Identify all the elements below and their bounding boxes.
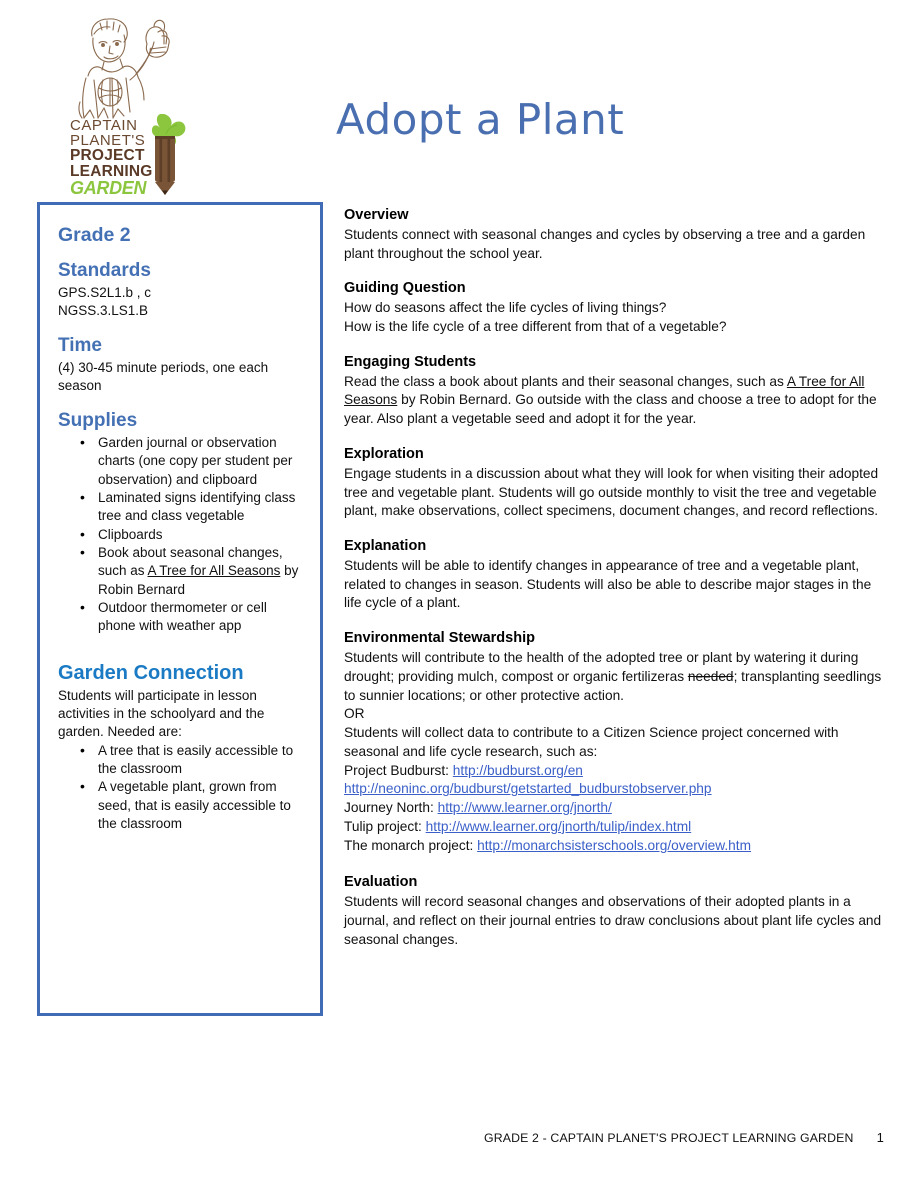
engaging-students-heading: Engaging Students (344, 353, 477, 370)
engaging-part-2: by Robin Bernard. Go outside with the class and choose a tree to adopt for the year. Also plant a vegetable seed and adopt it for the year. (344, 392, 877, 427)
page-number: 1 (876, 1130, 884, 1145)
guiding-question-section (344, 279, 886, 336)
evaluation-body: Students will record seasonal changes and observations of their adopted plants in a journal, and reflect on their journal entries to draw conclusions about plant life cycles and seasonal changes. (344, 894, 882, 947)
time-section (58, 335, 304, 395)
list-item: • A vegetable plant, grown from seed, that is easily accessible to the classroom (80, 778, 304, 833)
supplies-book-prefix: Book about seasonal changes, such as (98, 544, 283, 579)
exploration-body: Engage students in a discussion about what they will look for when visiting their adopted tree and vegetable plant. Students will go outside monthly to visit the tree and vegetable plant, make observations, collect specimens, document changes, and record reflections. (344, 465, 879, 519)
standards-line-1: GPS.S2L1.b , c (58, 285, 152, 301)
supplies-list (58, 434, 304, 636)
standards-section (58, 260, 304, 320)
environmental-stewardship-section (344, 629, 886, 855)
supplies-book-suffix: by Robin Bernard (98, 563, 299, 597)
wordmark-line-2: PLANET'S (70, 132, 146, 149)
stewardship-body (344, 649, 886, 705)
page-title: Adopt a Plant (336, 95, 625, 144)
evaluation-section (344, 873, 886, 949)
wordmark-line-4: LEARNING (70, 162, 153, 180)
link-tulip-project[interactable]: http://www.learner.org/jnorth/tulip/index.html (425, 818, 692, 834)
explanation-body: Students will be able to identify changes in appearance of tree and a vegetable plant, related to changes in season. Students will also be able to describe major stages in the life cycle of a plant. (344, 557, 872, 611)
link-line-neoninc (344, 780, 886, 799)
overview-heading: Overview (344, 207, 409, 223)
link-label-monarch: The monarch project: (344, 837, 478, 853)
sidebar-info-box (37, 202, 323, 1016)
list-item (80, 544, 304, 599)
garden-connection-intro: Students will participate in lesson activities in the schoolyard and the garden. Needed are: (58, 687, 265, 739)
list-item: • Clipboards (80, 526, 304, 544)
link-label-tulip: Tulip project: (344, 818, 426, 834)
logo-wordmark (70, 117, 153, 198)
overview-section (344, 206, 886, 263)
page-footer (484, 1130, 884, 1145)
environmental-stewardship-heading: Environmental Stewardship (344, 630, 535, 647)
footer-text: GRADE 2 - CAPTAIN PLANET'S PROJECT LEARNING GARDEN (484, 1131, 854, 1145)
explanation-section (344, 537, 886, 613)
engaging-part-1: Read the class a book about plants and their seasonal changes, such as (344, 373, 787, 389)
guiding-question-line-1: How do seasons affect the life cycles of living things? (344, 300, 667, 316)
captain-planet-hero-icon (68, 14, 178, 122)
time-text: (4) 30-45 minute periods, one each season (58, 360, 269, 393)
exploration-heading: Exploration (344, 445, 424, 462)
garden-connection-section (58, 662, 304, 834)
organization-logo (68, 14, 188, 196)
explanation-heading: Explanation (344, 538, 427, 555)
supplies-section (58, 410, 304, 636)
garden-connection-heading: Garden Connection (58, 661, 244, 684)
exploration-section (344, 445, 886, 521)
engaging-students-body (344, 373, 886, 429)
list-item: • Laminated signs identifying class tree and class vegetable (80, 489, 304, 526)
pencil-sprout-icon (142, 114, 188, 196)
link-line-budburst (344, 762, 886, 781)
link-line-tulip (344, 818, 886, 837)
stewardship-part-3: Students will collect data to contribute to a Citizen Science project concerned with seasonal and life cycle research, such as: (344, 725, 839, 759)
stewardship-or: OR (344, 706, 365, 722)
engaging-book-title: A Tree for All Seasons (344, 373, 865, 408)
stewardship-part-2: ; transplanting seedlings to sunnier locations; or other protective action. (344, 668, 882, 703)
guiding-question-line-2: How is the life cycle of a tree different from that of a vegetable? (344, 318, 727, 334)
supplies-book-title: A Tree for All Seasons (147, 563, 281, 579)
stewardship-struck-word: needed (687, 668, 734, 684)
link-label-budburst: Project Budburst: (344, 762, 453, 778)
wordmark-line-1: CAPTAIN (70, 117, 138, 134)
link-budburst[interactable]: http://budburst.org/en (452, 762, 583, 778)
engaging-students-section (344, 353, 886, 429)
evaluation-heading: Evaluation (344, 874, 418, 891)
link-line-monarch (344, 837, 886, 856)
link-journey-north[interactable]: http://www.learner.org/jnorth/ (437, 800, 612, 816)
list-item: • Garden journal or observation charts (one copy per student per observation) and clipboard (80, 434, 304, 489)
stewardship-part-1: Students will contribute to the health of the adopted tree or plant by watering it during drought; providing mulch, compost or organic fertilizeras (344, 650, 859, 684)
standards-line-2: NGSS.3.LS1.B (58, 303, 149, 319)
guiding-question-heading: Guiding Question (344, 280, 466, 297)
list-item: • A tree that is easily accessible to the classroom (80, 742, 304, 779)
link-neoninc-budburst-observer[interactable]: http://neoninc.org/budburst/getstarted_budburstobserver.php (344, 781, 712, 797)
garden-connection-list (58, 742, 304, 834)
main-content (344, 206, 886, 966)
overview-body: Students connect with seasonal changes and cycles by observing a tree and a garden plant throughout the school year. (344, 226, 866, 261)
time-heading: Time (58, 335, 103, 357)
list-item: • Outdoor thermometer or cell phone with weather app (80, 599, 304, 636)
grade-heading: Grade 2 (58, 224, 131, 246)
link-monarch-project[interactable]: http://monarchsisterschools.org/overview.htm (477, 837, 752, 853)
standards-heading: Standards (58, 260, 151, 282)
wordmark-line-3: PROJECT (70, 147, 145, 164)
link-line-journey-north (344, 799, 886, 818)
link-label-journey-north: Journey North: (344, 800, 438, 816)
wordmark-line-5: GARDEN (70, 178, 147, 198)
supplies-heading: Supplies (58, 409, 138, 431)
